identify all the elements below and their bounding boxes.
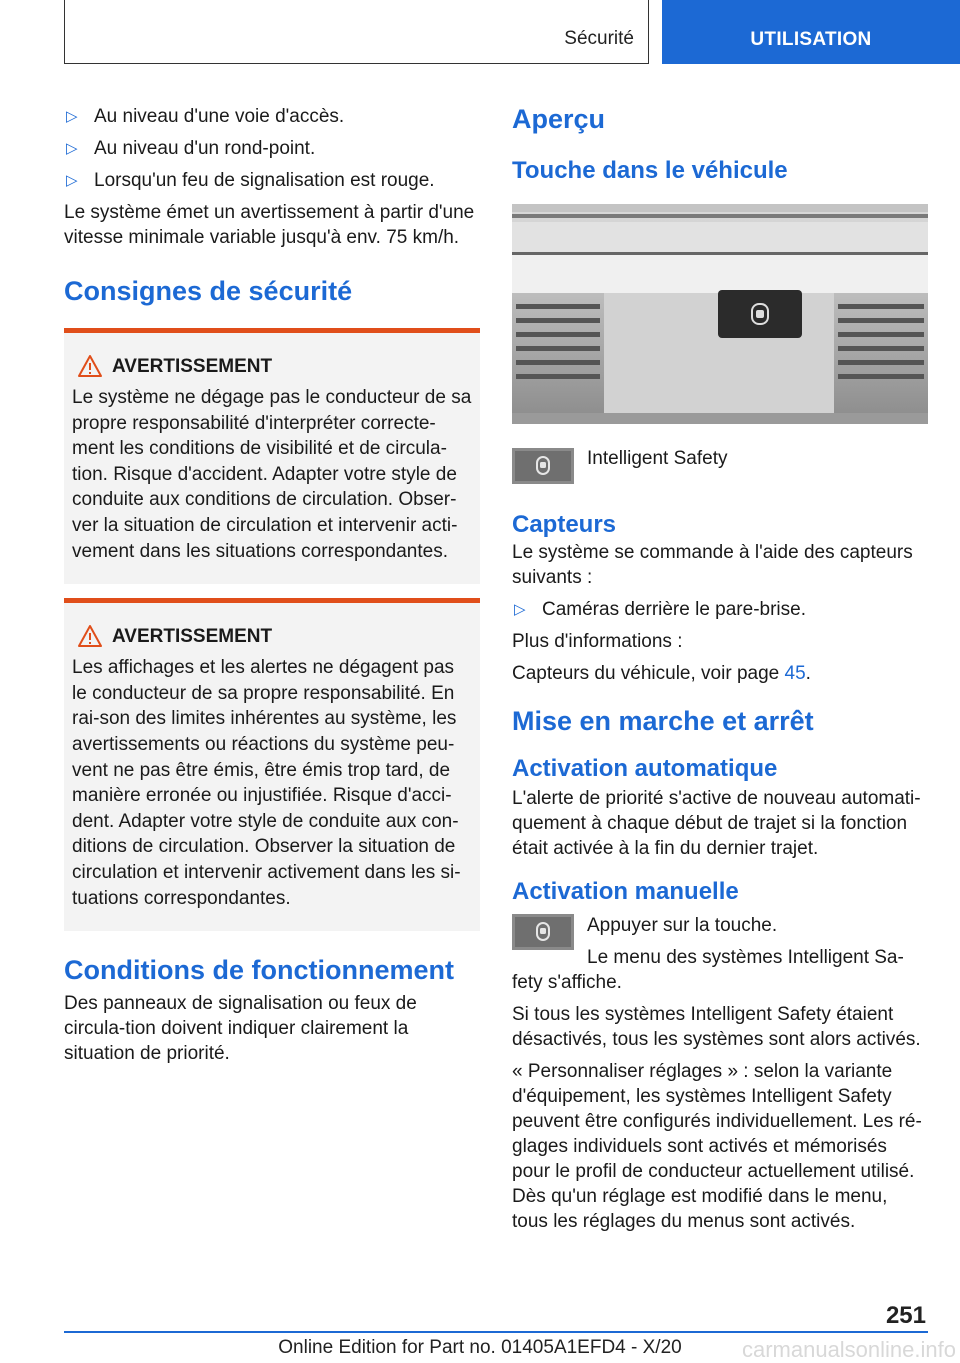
list-item: ▷ Au niveau d'une voie d'accès.: [66, 106, 345, 127]
manual-paragraph-2: « Personnaliser réglages » : selon la variante d'équipement, les systèmes Intelligent Safety peuvent être configurés individuellement. Les ré‐glages individuels sont activés et mémorisés pour le profil de conducteur actuellement utilisé. Dès qu'un réglage est modifié dans le menu, tous les réglages du menus sont activés.: [512, 1061, 922, 1232]
sensors-reference: Capteurs du véhicule, voir page 45.: [512, 663, 811, 684]
header-section-title: Sécurité: [564, 28, 634, 49]
manual-activation-step: [512, 913, 928, 995]
page-number: 251: [885, 1302, 926, 1329]
more-info-text: Plus d'informations :: [512, 631, 683, 652]
manual-step-2: Le menu des systèmes Intelligent Sa‐: [587, 947, 904, 968]
list-item: ▷ Lorsqu'un feu de signalisation est rouge.: [66, 170, 435, 191]
manual-step-2-cont: fety s'affiche.: [512, 972, 622, 993]
header-tab-label: UTILISATION: [750, 29, 872, 50]
warning-text: Les affichages et les alertes ne dégagent pas le conducteur de sa propre responsabilité. En rai‐son des limites inhérentes au système, les avertissements ou réactions du système peu‐vent ne pas être émis, être émis trop tard, de manière erronée ou injustifiée. Risque d'acci‐dent. Adapter votre style de conduite aux con‐ditions de circulation. Observer la situation de circulation et intervenir activement dans les si‐tuations correspondantes.: [72, 657, 461, 909]
triangle-bullet-icon: ▷: [66, 172, 78, 189]
button-caption-row: [512, 434, 928, 510]
watermark: carmanualsonline.info: [741, 1337, 956, 1362]
header-box: [64, 0, 649, 64]
safety-heading: Consignes de sécurité: [64, 276, 353, 306]
intro-paragraph: Le système émet un avertissement à partir d'une vitesse minimale variable jusqu'à env. 75 km/h.: [64, 202, 475, 248]
intelligent-safety-button-icon: [512, 448, 574, 484]
auto-activation-paragraph: L'alerte de priorité s'active de nouveau automati‐quement à chaque début de trajet si la fonction était activée à la fin du dernier trajet.: [512, 788, 921, 859]
warning-triangle-icon: [77, 624, 103, 648]
conditions-heading: Conditions de fonctionnement: [64, 955, 454, 986]
footer-edition: Online Edition for Part no. 01405A1EFD4 - X/20: [278, 1337, 682, 1358]
triangle-bullet-icon: ▷: [514, 601, 526, 618]
warning-triangle-icon: [77, 354, 103, 378]
page-link[interactable]: 45: [784, 663, 806, 684]
warning-text: Le système ne dégage pas le conducteur de sa propre responsabilité d'interpréter correcte‐ment les conditions de visibilité et de circula‐tion. Risque d'accident. Adapter votre style de conduite aux conditions de circulation. Obser‐ver la situation de circulation et intervenir acti‐vement dans les situations correspondantes.: [72, 387, 472, 562]
button-heading: Touche dans le véhicule: [512, 157, 788, 184]
warning-title: AVERTISSEMENT: [72, 355, 472, 379]
header-tab[interactable]: [662, 0, 960, 64]
right-column: [512, 96, 928, 1241]
manual-activation-heading: Activation manuelle: [512, 878, 739, 905]
conditions-paragraph: Des panneaux de signalisation ou feux de circula‐tion doivent indiquer clairement la situation de priorité.: [64, 993, 417, 1065]
warning-title: AVERTISSEMENT: [72, 625, 472, 649]
manual-step-1: Appuyer sur la touche.: [587, 915, 778, 936]
auto-activation-heading: Activation automatique: [512, 755, 778, 782]
left-column: [64, 96, 480, 1073]
triangle-bullet-icon: ▷: [66, 140, 78, 157]
dashboard-button-photo: [512, 204, 928, 424]
on-off-heading: Mise en marche et arrêt: [512, 706, 814, 736]
footer-divider: [64, 1331, 928, 1333]
overview-heading: Aperçu: [512, 104, 606, 134]
list-item: ▷ Au niveau d'un rond-point.: [66, 138, 316, 159]
sensors-heading: Capteurs: [512, 511, 617, 538]
list-item: ▷ Caméras derrière le pare-brise.: [514, 599, 806, 620]
button-caption: Intelligent Safety: [587, 448, 728, 469]
warning-box: [64, 328, 480, 584]
intelligent-safety-button-icon: [512, 914, 574, 950]
manual-paragraph-1: Si tous les systèmes Intelligent Safety étaient désactivés, tous les systèmes sont alors activés.: [512, 1004, 921, 1050]
triangle-bullet-icon: ▷: [66, 108, 78, 125]
sensors-paragraph: Le système se commande à l'aide des capteurs suivants :: [512, 542, 913, 588]
warning-box: [64, 598, 480, 931]
